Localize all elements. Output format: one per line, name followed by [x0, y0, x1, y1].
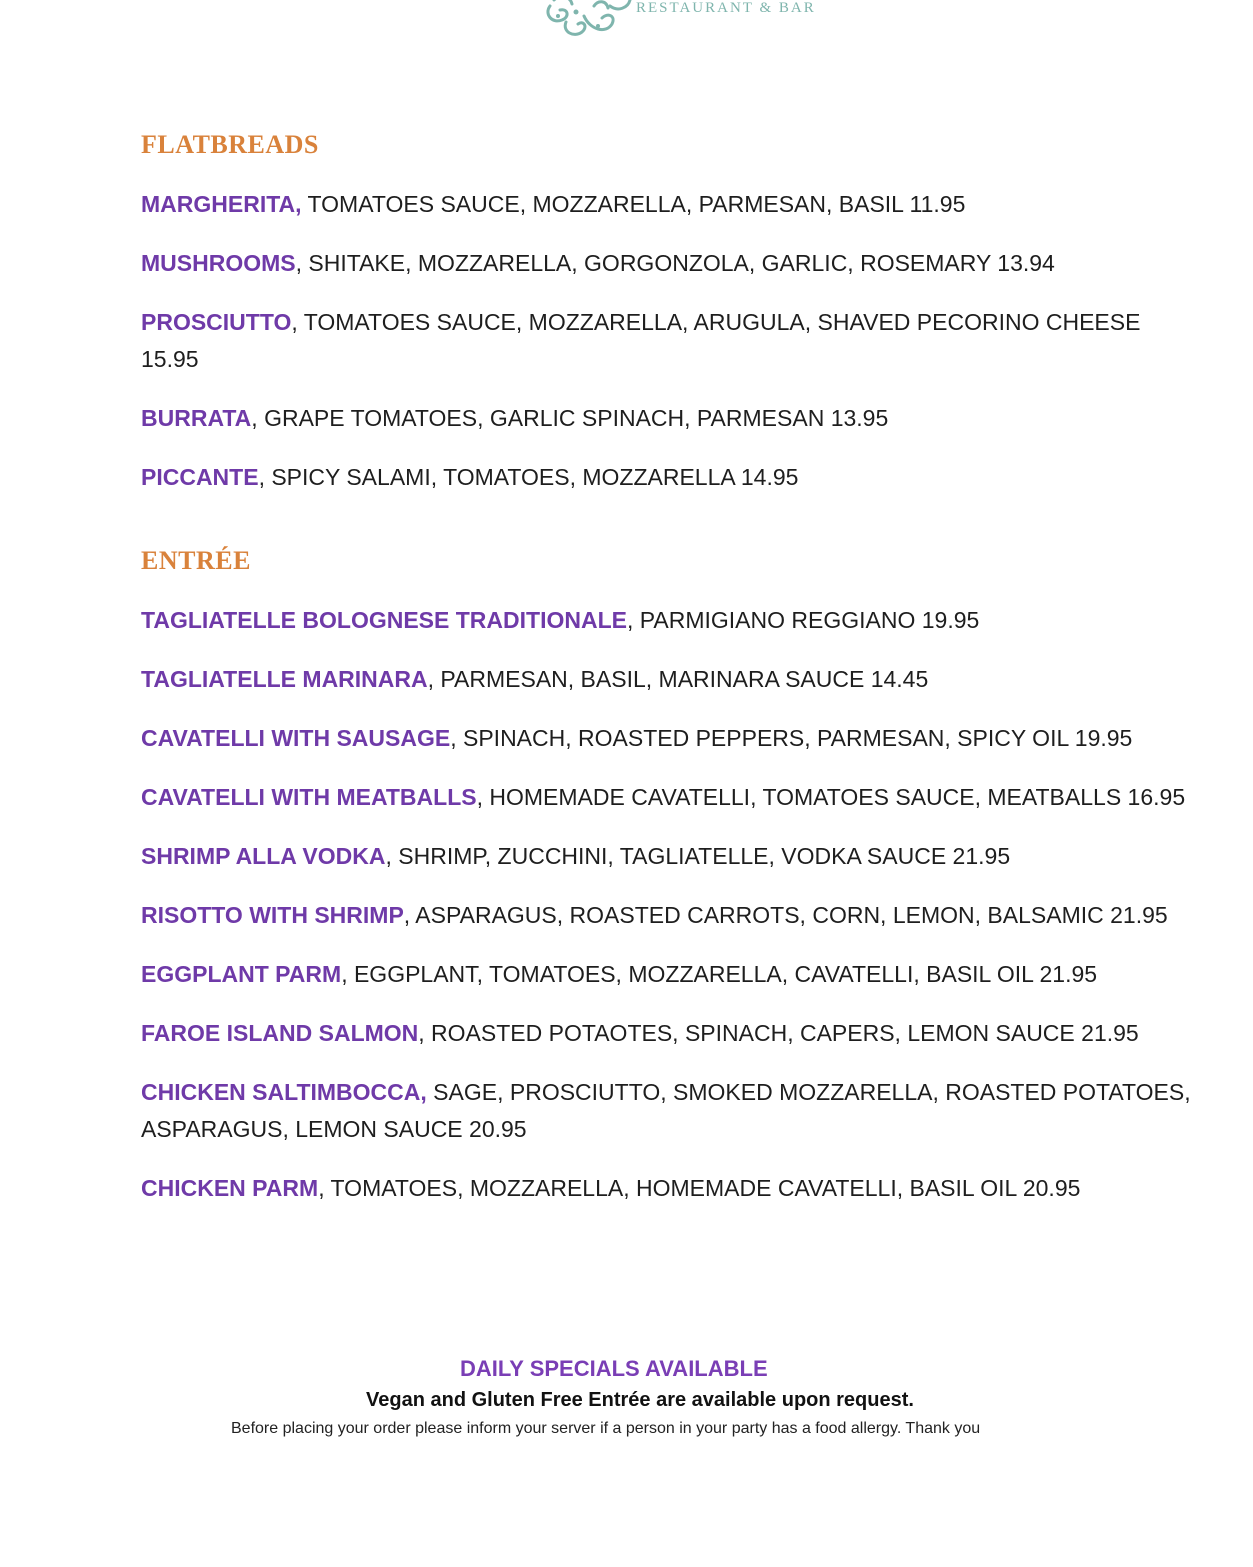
item-description: , SHRIMP, ZUCCHINI, TAGLIATELLE, VODKA SAUCE 21.95: [385, 843, 1011, 869]
vegan-gluten-free-notice: Vegan and Gluten Free Entrée are available upon request.: [366, 1389, 914, 1411]
item-name: EGGPLANT PARM: [141, 961, 342, 987]
item-description: , ASPARAGUS, ROASTED CARROTS, CORN, LEMON, BALSAMIC 21.95: [403, 902, 1168, 928]
item-name: MARGHERITA,: [141, 191, 302, 217]
item-description: TOMATOES SAUCE, MOZZARELLA, PARMESAN, BASIL 11.95: [301, 191, 966, 217]
menu-item: [141, 838, 1201, 875]
item-name: CAVATELLI WITH SAUSAGE: [141, 725, 451, 751]
item-description: , TOMATOES, MOZZARELLA, HOMEMADE CAVATELLI, BASIL OIL 20.95: [318, 1175, 1081, 1201]
menu-item: [141, 245, 1201, 282]
item-name: TAGLIATELLE BOLOGNESE TRADITIONALE: [141, 607, 627, 633]
item-description: , SPINACH, ROASTED PEPPERS, PARMESAN, SPICY OIL 19.95: [450, 725, 1133, 751]
item-description: , TOMATOES SAUCE, MOZZARELLA, ARUGULA, SHAVED PECORINO CHEESE 15.95: [141, 309, 1141, 372]
menu-item: [141, 720, 1201, 757]
item-name: PICCANTE: [141, 464, 259, 490]
menu-item: [141, 400, 1201, 437]
item-name: CAVATELLI WITH MEATBALLS: [141, 784, 477, 810]
item-name: PROSCIUTTO: [141, 309, 292, 335]
menu-item: [141, 1074, 1201, 1148]
menu-item: [141, 304, 1201, 378]
item-name: RISOTTO WITH SHRIMP: [141, 902, 404, 928]
menu-item: [141, 602, 1201, 639]
menu-item: [141, 897, 1201, 934]
logo-text: RESTAURANT & BAR: [636, 0, 816, 16]
item-name: BURRATA: [141, 405, 252, 431]
section-title-flatbreads: FLATBREADS: [141, 130, 319, 159]
item-description: , ROASTED POTAOTES, SPINACH, CAPERS, LEMON SAUCE 21.95: [418, 1020, 1139, 1046]
menu-item: [141, 956, 1201, 993]
entree-section: [141, 546, 1201, 1207]
section-title-entree: ENTRÉE: [141, 546, 251, 575]
restaurant-logo: [540, 0, 816, 40]
item-description: , PARMESAN, BASIL, MARINARA SAUCE 14.45: [427, 666, 929, 692]
daily-specials-notice: DAILY SPECIALS AVAILABLE: [460, 1356, 768, 1381]
menu-item: [141, 661, 1201, 698]
item-name: SHRIMP ALLA VODKA: [141, 843, 386, 869]
seahorse-logo-icon: [540, 0, 640, 40]
item-description: , EGGPLANT, TOMATOES, MOZZARELLA, CAVATELLI, BASIL OIL 21.95: [341, 961, 1098, 987]
allergy-notice: Before placing your order please inform your server if a person in your party has a food allergy. Thank you: [231, 1420, 981, 1437]
flatbreads-section: [141, 130, 1201, 496]
menu-item: [141, 1015, 1201, 1052]
item-name: TAGLIATELLE MARINARA: [141, 666, 428, 692]
item-description: , SPICY SALAMI, TOMATOES, MOZZARELLA 14.95: [258, 464, 799, 490]
item-description: , HOMEMADE CAVATELLI, TOMATOES SAUCE, MEATBALLS 16.95: [476, 784, 1186, 810]
item-description: , PARMIGIANO REGGIANO 19.95: [626, 607, 980, 633]
menu-item: [141, 779, 1201, 816]
item-name: CHICKEN PARM: [141, 1175, 319, 1201]
item-description: SAGE, PROSCIUTTO, SMOKED MOZZARELLA, ROASTED POTATOES, ASPARAGUS, LEMON SAUCE 20.95: [141, 1079, 1191, 1142]
item-name: MUSHROOMS: [141, 250, 296, 276]
item-name: CHICKEN SALTIMBOCCA,: [141, 1079, 427, 1105]
item-name: FAROE ISLAND SALMON: [141, 1020, 419, 1046]
item-description: , GRAPE TOMATOES, GARLIC SPINACH, PARMESAN 13.95: [251, 405, 889, 431]
menu-item: [141, 1170, 1201, 1207]
menu-item: [141, 459, 1201, 496]
item-description: , SHITAKE, MOZZARELLA, GORGONZOLA, GARLIC, ROSEMARY 13.94: [295, 250, 1055, 276]
menu-item: [141, 186, 1201, 223]
